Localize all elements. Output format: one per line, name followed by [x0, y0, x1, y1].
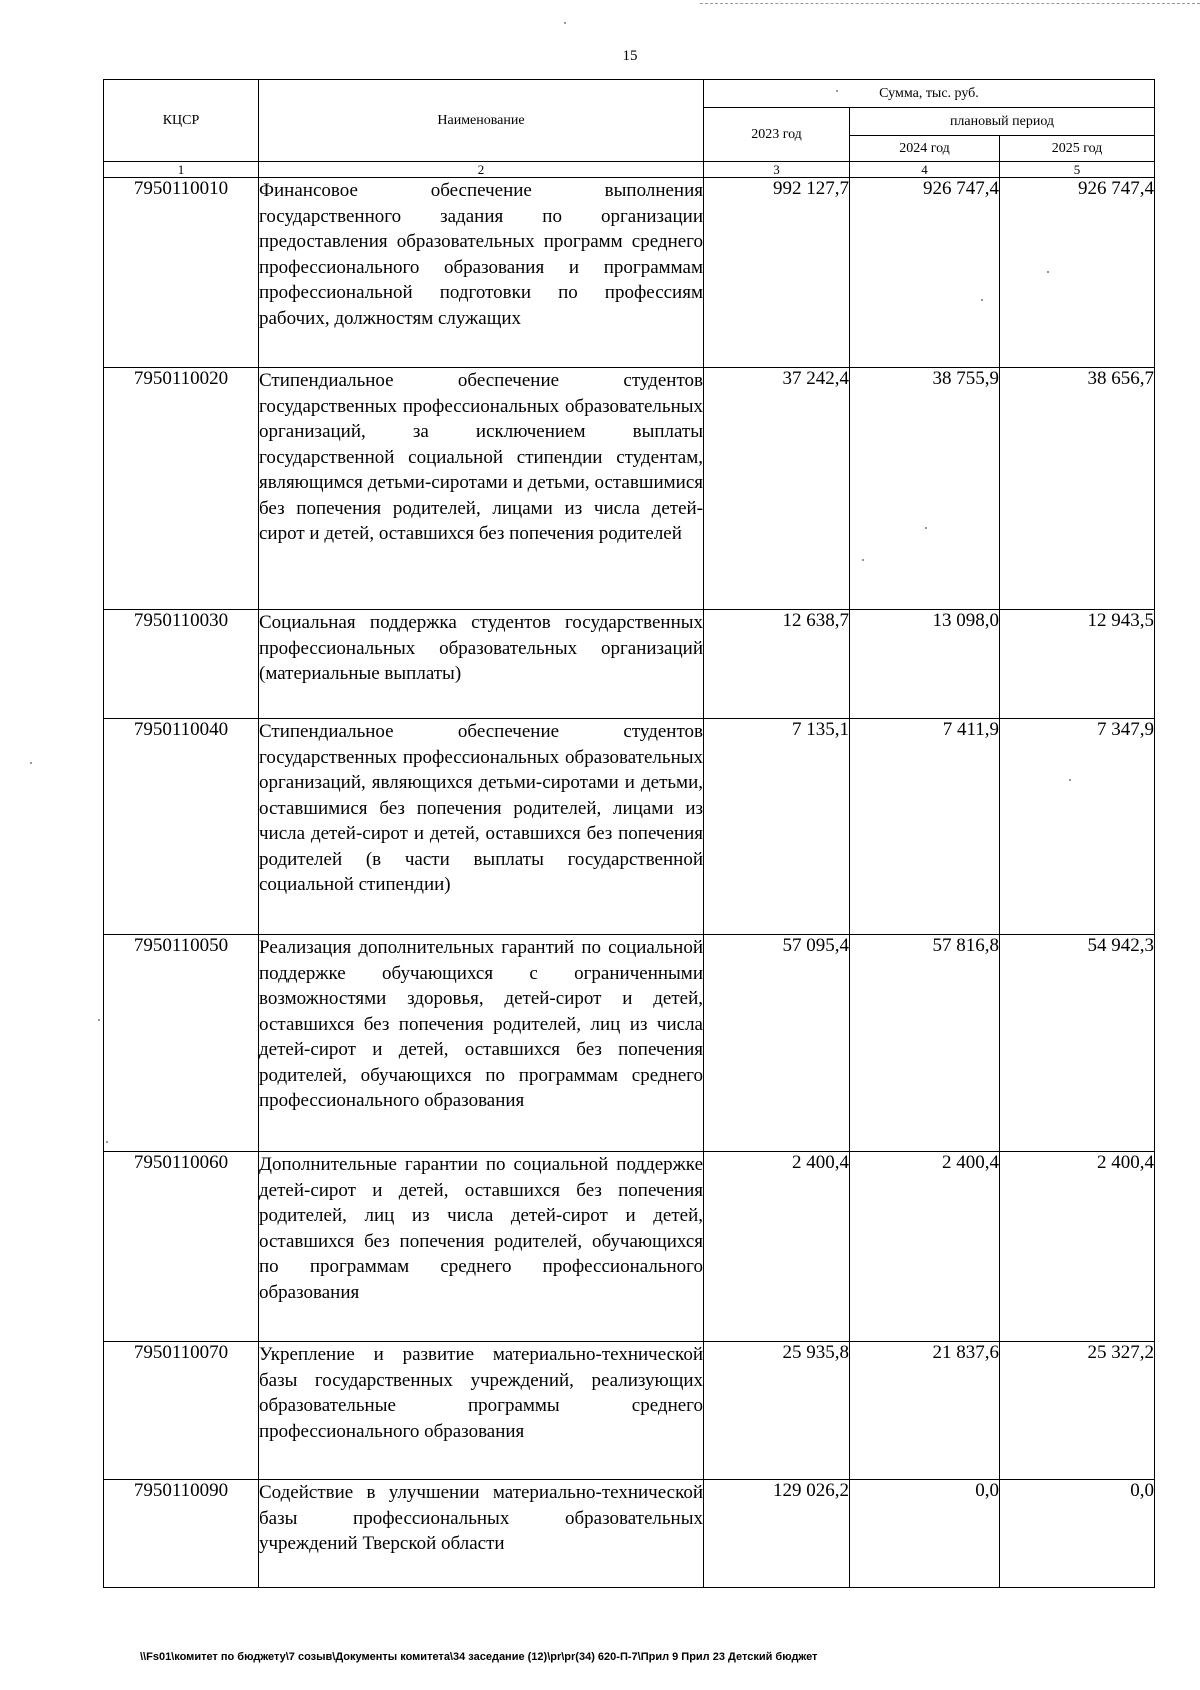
header-year-2023: 2023 год — [704, 108, 850, 162]
amount-2023: 992 127,7 — [704, 178, 850, 368]
amount-2025: 54 942,3 — [1000, 935, 1155, 1152]
table-row — [104, 178, 1155, 368]
table-row — [104, 1152, 1155, 1342]
item-name: Социальная поддержка студентов государственных профессиональных образовательных организаций (материальные выплаты) — [259, 610, 704, 719]
kcsr-code: 7950110090 — [104, 1480, 259, 1588]
table-row — [104, 719, 1155, 935]
amount-2024: 0,0 — [850, 1480, 1000, 1588]
amount-2025: 2 400,4 — [1000, 1152, 1155, 1342]
table-row — [104, 1342, 1155, 1480]
kcsr-code: 7950110020 — [104, 368, 259, 610]
amount-2023: 57 095,4 — [704, 935, 850, 1152]
amount-2023: 7 135,1 — [704, 719, 850, 935]
scan-speck — [564, 22, 566, 24]
header-year-2025: 2025 год — [1000, 136, 1155, 162]
scan-speck — [30, 762, 32, 764]
top-scan-rule — [700, 3, 1200, 4]
amount-2025: 25 327,2 — [1000, 1342, 1155, 1480]
amount-2025: 12 943,5 — [1000, 610, 1155, 719]
column-number: 4 — [850, 162, 1000, 178]
header-planned-period: плановый период — [850, 108, 1155, 136]
column-number: 3 — [704, 162, 850, 178]
header-name: Наименование — [259, 80, 704, 162]
amount-2025: 926 747,4 — [1000, 178, 1155, 368]
amount-2025: 0,0 — [1000, 1480, 1155, 1588]
column-number: 5 — [1000, 162, 1155, 178]
scan-speck — [98, 1019, 100, 1021]
amount-2023: 37 242,4 — [704, 368, 850, 610]
page-number: 15 — [622, 48, 638, 64]
budget-table — [103, 79, 1155, 1588]
kcsr-code: 7950110010 — [104, 178, 259, 368]
item-name: Стипендиальное обеспечение студентов государственных профессиональных образовательных организаций, являющихся детьми-сиротами и детьми, оставшимися без попечения родителей, лицами из числа детей-сирот и детей, оставшихся без попечения родителей (в части выплаты государственной социальной стипендии) — [259, 719, 704, 935]
kcsr-code: 7950110040 — [104, 719, 259, 935]
amount-2024: 7 411,9 — [850, 719, 1000, 935]
amount-2025: 38 656,7 — [1000, 368, 1155, 610]
kcsr-code: 7950110070 — [104, 1342, 259, 1480]
item-name: Укрепление и развитие материально-технической базы государственных учреждений, реализующих образовательные программы среднего профессионального образования — [259, 1342, 704, 1480]
amount-2023: 12 638,7 — [704, 610, 850, 719]
header-sum: Сумма, тыс. руб. — [704, 80, 1155, 108]
item-name: Дополнительные гарантии по социальной поддержке детей-сирот и детей, оставшихся без попечения родителей, лиц из числа детей-сирот и детей, оставшихся без попечения родителей, обучающихся по программам среднего профессионального образования — [259, 1152, 704, 1342]
table-row — [104, 1480, 1155, 1588]
amount-2024: 38 755,9 — [850, 368, 1000, 610]
amount-2025: 7 347,9 — [1000, 719, 1155, 935]
kcsr-code: 7950110030 — [104, 610, 259, 719]
table-row — [104, 935, 1155, 1152]
amount-2023: 25 935,8 — [704, 1342, 850, 1480]
item-name: Реализация дополнительных гарантий по социальной поддержке обучающихся с ограниченными возможностями здоровья, детей-сирот и детей, оставшихся без попечения родителей, лиц из числа детей-сирот и детей, оставшихся без попечения родителей, обучающихся по программам среднего профессионального образования — [259, 935, 704, 1152]
amount-2023: 2 400,4 — [704, 1152, 850, 1342]
table-row — [104, 610, 1155, 719]
kcsr-code: 7950110050 — [104, 935, 259, 1152]
amount-2023: 129 026,2 — [704, 1480, 850, 1588]
kcsr-code: 7950110060 — [104, 1152, 259, 1342]
amount-2024: 21 837,6 — [850, 1342, 1000, 1480]
header-kcsr: КЦСР — [104, 80, 259, 162]
item-name: Финансовое обеспечение выполнения государственного задания по организации предоставления образовательных программ среднего профессионального образования и программам профессиональной подготовки по профессиям рабочих, должностям служащих — [259, 178, 704, 368]
amount-2024: 2 400,4 — [850, 1152, 1000, 1342]
amount-2024: 57 816,8 — [850, 935, 1000, 1152]
column-number: 1 — [104, 162, 259, 178]
table-row — [104, 368, 1155, 610]
header-year-2024: 2024 год — [850, 136, 1000, 162]
column-number: 2 — [259, 162, 704, 178]
amount-2024: 926 747,4 — [850, 178, 1000, 368]
file-path-footer: \\Fs01\комитет по бюджету\7 созыв\Документы комитета\34 заседание (12)\pr\pr(34) 620-П-7\Прил 9 Прил 23 Детский бюджет — [140, 1651, 818, 1663]
item-name: Содействие в улучшении материально-технической базы профессиональных образовательных учреждений Тверской области — [259, 1480, 704, 1588]
amount-2024: 13 098,0 — [850, 610, 1000, 719]
item-name: Стипендиальное обеспечение студентов государственных профессиональных образовательных организаций, за исключением выплаты государственной социальной стипендии студентам, являющимся детьми-сиротами и детьми, оставшимися без попечения родителей, лицами из числа детей-сирот и детей, оставшихся без попечения родителей — [259, 368, 704, 610]
